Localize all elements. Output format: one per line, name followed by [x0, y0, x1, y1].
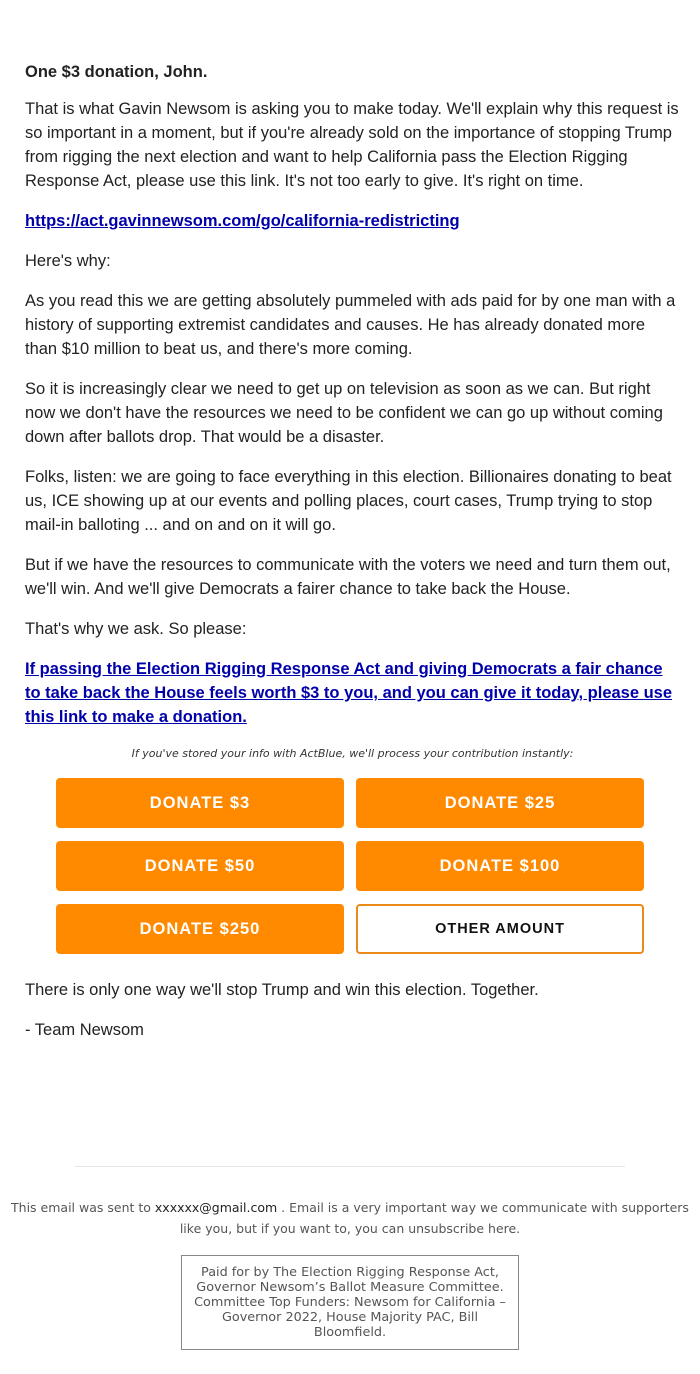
- greeting: One $3 donation, John.: [25, 63, 208, 81]
- actblue-note: If you've stored your info with ActBlue, we'll process your contribution instantly:: [131, 747, 574, 760]
- footer-sent-notice: [0, 1197, 700, 1239]
- donate-100-button[interactable]: DONATE $100: [356, 841, 644, 891]
- donate-3-button[interactable]: DONATE $3: [56, 778, 344, 828]
- email-footer: [0, 1166, 700, 1350]
- paragraph-heres-why: Here's why:: [25, 252, 111, 270]
- donate-50-button[interactable]: DONATE $50: [56, 841, 344, 891]
- donate-button-grid: [56, 778, 644, 954]
- paragraph-television: So it is increasingly clear we need to get up on television as soon as we can. But right now we don't have the resources we need to be confident we can go up without coming down after ballots drop. That would be a disaster.: [25, 380, 663, 446]
- paragraph-resources: But if we have the resources to communicate with the voters we need and turn them out, we'll win. And we'll give Democrats a fairer chance to take back the House.: [25, 556, 671, 598]
- donate-25-button[interactable]: DONATE $25: [356, 778, 644, 828]
- sent-suffix: . Email is a very important way we communicate with supporters like you, but if you want to, you can unsubscribe here.: [179, 1200, 689, 1236]
- paragraph-together: There is only one way we'll stop Trump and win this election. Together.: [25, 981, 539, 999]
- donate-250-button[interactable]: DONATE $250: [56, 904, 344, 954]
- footer-divider: [75, 1166, 625, 1167]
- recipient-email: xxxxxx@gmail.com: [154, 1200, 278, 1215]
- email-body: [25, 60, 680, 1058]
- other-amount-button[interactable]: OTHER AMOUNT: [356, 904, 644, 954]
- sent-prefix: This email was sent to: [11, 1200, 151, 1215]
- paragraph-intro: That is what Gavin Newsom is asking you to make today. We'll explain why this request is so important in a moment, but if you're already sold on the importance of stopping Trump from rigging the next election and want to help California pass the Election Rigging Response Act, please use this link. It's not too early to give. It's right on time.: [25, 100, 679, 190]
- signoff: - Team Newsom: [25, 1021, 144, 1039]
- redistricting-link[interactable]: https://act.gavinnewsom.com/go/california-redistricting: [25, 212, 460, 230]
- paragraph-folks-listen: Folks, listen: we are going to face everything in this election. Billionaires donating to beat us, ICE showing up at our events and polling places, court cases, Trump trying to stop mail-in balloting ... and on and on it will go.: [25, 468, 672, 534]
- donation-cta-link[interactable]: If passing the Election Rigging Response Act and giving Democrats a fair chance to take back the House feels worth $3 to you, and you can give it today, please use this link to make a donation.: [25, 660, 673, 726]
- paragraph-why-we-ask: That's why we ask. So please:: [25, 620, 247, 638]
- paragraph-ads: As you read this we are getting absolutely pummeled with ads paid for by one man with a history of supporting extremist candidates and causes. He has already donated more than $10 million to beat us, and there's more coming.: [25, 292, 676, 358]
- paid-for-disclaimer: Paid for by The Election Rigging Response Act, Governor Newsom’s Ballot Measure Committee. Committee Top Funders: Newsom for California – Governor 2022, House Majority PAC, Bill Bloomfield.: [181, 1255, 519, 1350]
